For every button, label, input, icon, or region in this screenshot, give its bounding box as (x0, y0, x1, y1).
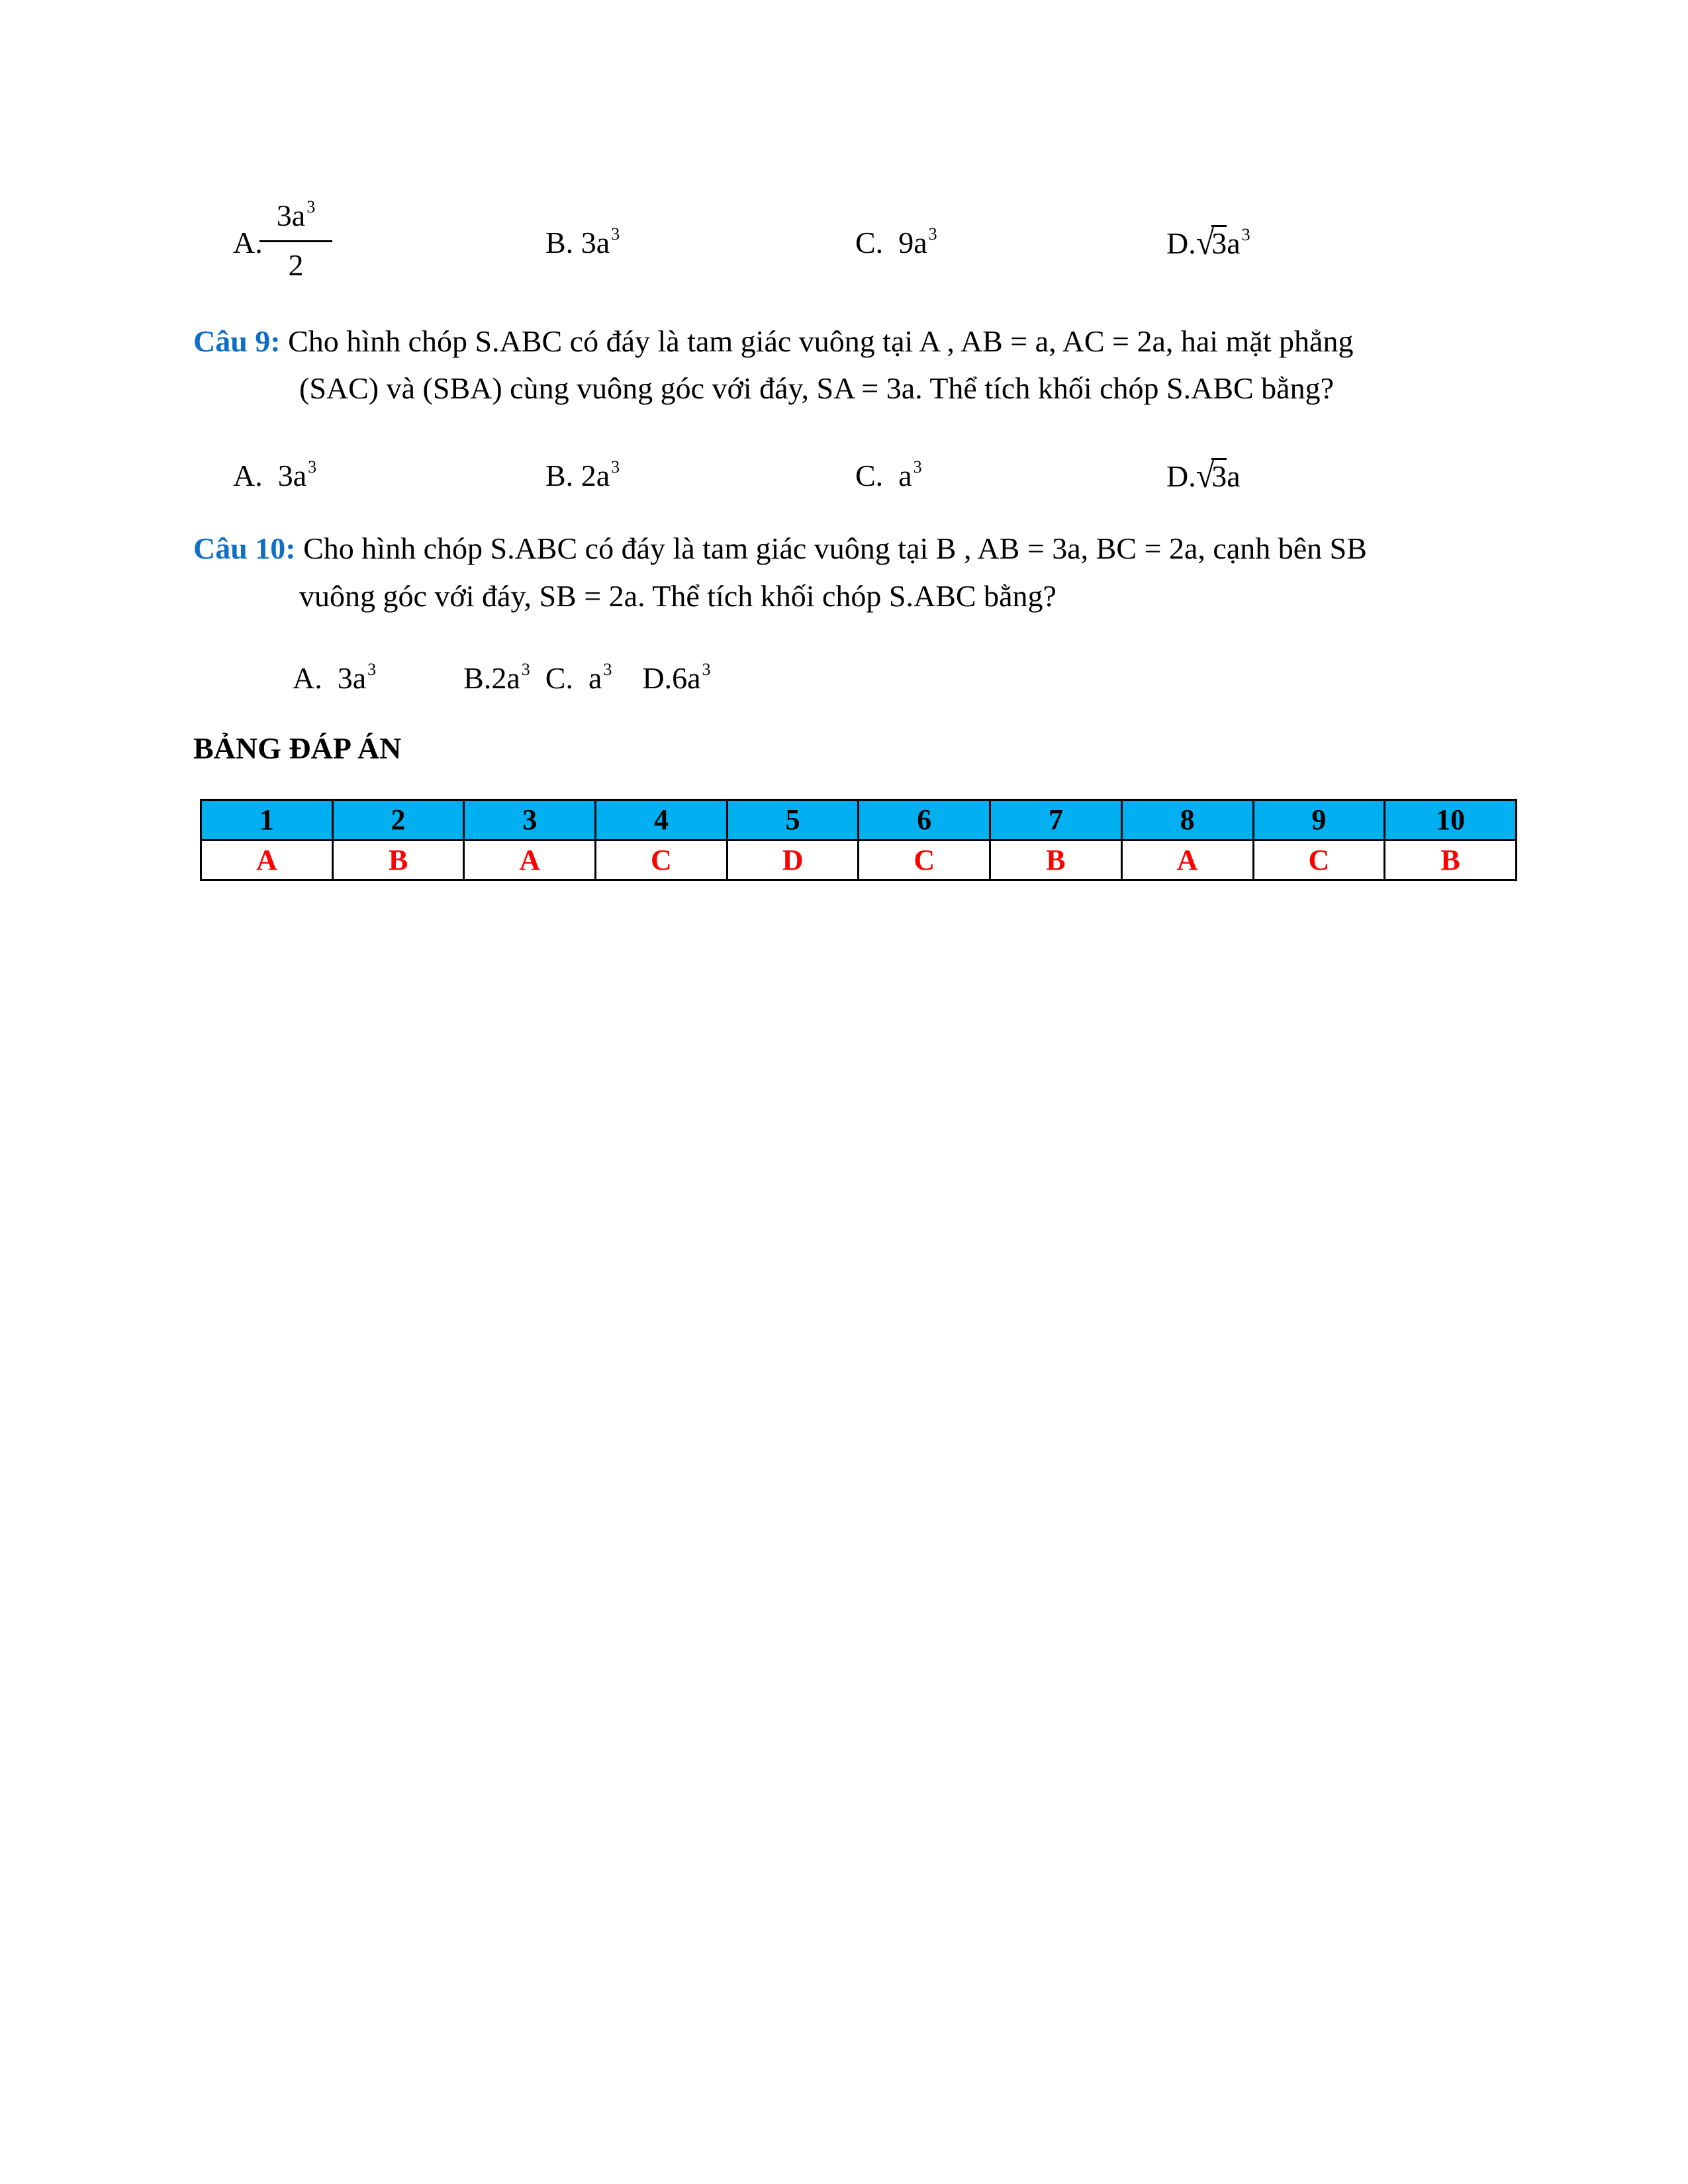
answer-cell: C (859, 840, 990, 880)
q10-options (293, 660, 711, 695)
option-b: B. $3a^3$ (545, 224, 620, 259)
question-number-cell: 6 (859, 800, 990, 841)
question-9-label: Câu 9: (193, 324, 281, 358)
option-d: $D.√3a^3$ (1166, 222, 1250, 262)
fraction-bar (259, 240, 332, 242)
answer-cell: B (332, 840, 464, 880)
q10-option-c: C. $a^3$ (545, 660, 612, 695)
question-number-cell: 10 (1385, 800, 1517, 841)
q9-option-b: B. $2a^3$ (545, 457, 620, 492)
question-10-line2: vuông góc với đáy, SB = 2a. Thể tích khối chóp S.ABC bằng? (299, 579, 1056, 613)
question-number-cell: 1 (201, 800, 333, 841)
q10-option-d: $D.6a^3$ (642, 660, 711, 695)
q9-option-d: D.√3a (1166, 455, 1241, 495)
q10-option-b: $B.2a^3$ (463, 660, 530, 695)
answer-table (200, 799, 1517, 881)
answer-cell: C (1253, 840, 1385, 880)
question-number-cell: 7 (990, 800, 1122, 841)
answer-cell: D (727, 840, 859, 880)
question-number-cell: 5 (727, 800, 859, 841)
question-number-cell: 8 (1121, 800, 1253, 841)
answer-cell: A (201, 840, 333, 880)
q10-option-a: A. $3a^3$ (293, 660, 377, 695)
question-number-cell: 9 (1253, 800, 1385, 841)
answer-cell: C (596, 840, 727, 880)
answer-table-header-row (201, 800, 1517, 841)
sqrt-expression: √3 (1196, 222, 1227, 262)
answer-table-heading: BẢNG ĐÁP ÁN (193, 731, 402, 765)
answer-cell: A (464, 840, 596, 880)
question-9-line2: (SAC) và (SBA) cùng vuông góc với đáy, SA = 3a. Thể tích khối chóp S.ABC bằng? (299, 371, 1335, 405)
question-9-line1: Câu 9: Cho hình chóp S.ABC có đáy là tam giác vuông tại A , AB = a, AC = 2a, hai mặt phẳng (193, 324, 1354, 358)
answer-cell: B (1385, 840, 1517, 880)
question-10-label: Câu 10: (193, 531, 296, 565)
fraction-denominator: 2 (288, 248, 304, 282)
answer-table-answer-row (201, 840, 1517, 880)
sqrt-expression: √3 (1196, 455, 1227, 495)
option-a-fraction (259, 197, 332, 282)
question-number-cell: 4 (596, 800, 727, 841)
option-c: C. $9a^3$ (855, 224, 937, 259)
fraction-numerator: $3a^3$ (276, 197, 316, 232)
question-10-line1: Câu 10: Cho hình chóp S.ABC có đáy là tam giác vuông tại B , AB = 3a, BC = 2a, cạnh bên SB (193, 531, 1367, 565)
answer-cell: B (990, 840, 1122, 880)
q9-option-c: C. $a^3$ (855, 457, 922, 492)
option-a-label: A. (233, 226, 263, 259)
q9-option-a: A. $3a^3$ (233, 457, 317, 492)
question-number-cell: 2 (332, 800, 464, 841)
answer-cell: A (1121, 840, 1253, 880)
question-number-cell: 3 (464, 800, 596, 841)
